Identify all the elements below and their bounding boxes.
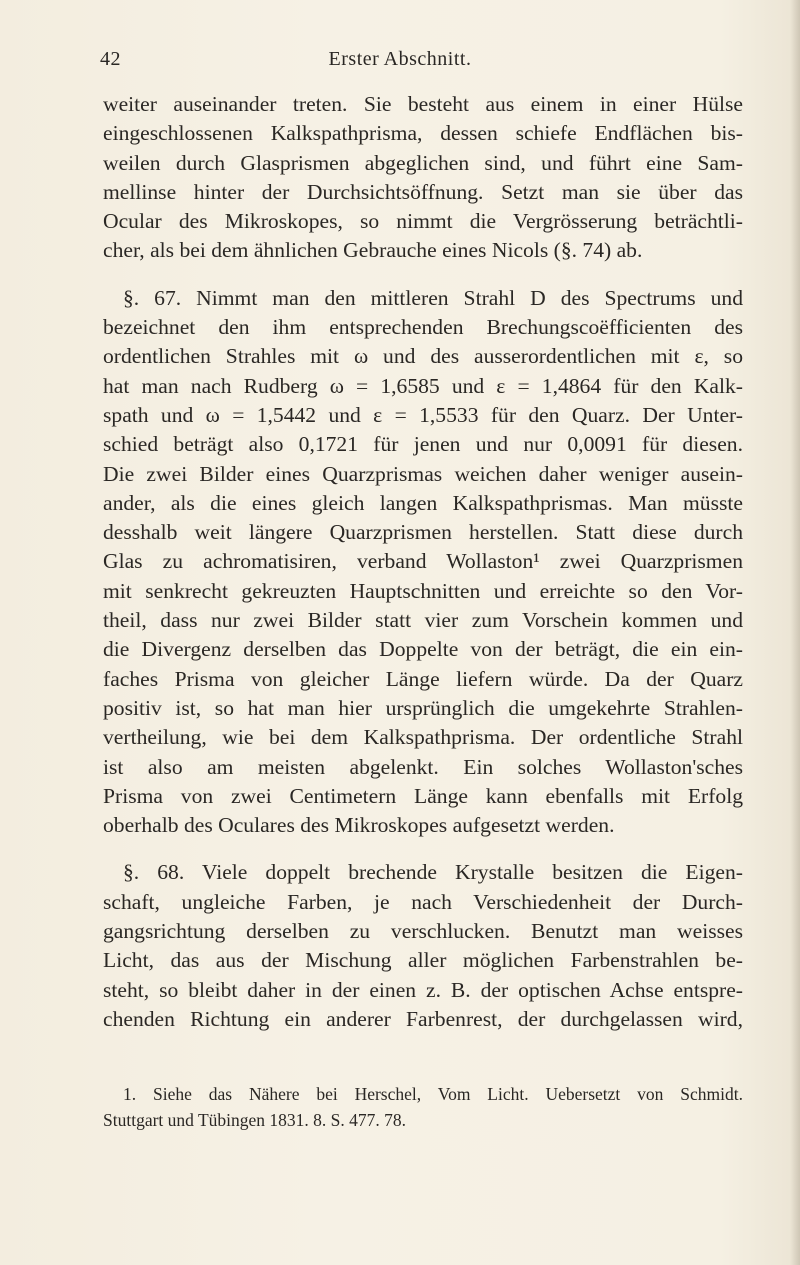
text-line: spath und ω = 1,5442 und ε = 1,5533 für den Quarz. Der Unter- xyxy=(103,402,743,427)
text-line: faches Prisma von gleicher Länge liefern würde. Da der Quarz xyxy=(103,666,743,691)
text-line: bezeichnet den ihm entsprechenden Brechungscoëfficienten des xyxy=(103,315,743,340)
text-line: die Divergenz derselben das Doppelte von der beträgt, die ein ein- xyxy=(103,637,743,662)
text-line: ander, als die eines gleich langen Kalkspathprismas. Man müsste xyxy=(103,490,743,515)
text-line: Glas zu achromatisiren, verband Wollaston¹ zwei Quarzprismen xyxy=(103,549,743,574)
page-header xyxy=(0,48,800,84)
footnote-1: 1. Siehe das Nähere bei Herschel, Vom Licht. Uebersetzt von Schmidt. xyxy=(123,1084,743,1104)
text-line: gangsrichtung derselben zu verschlucken. Benutzt man weisses xyxy=(103,919,743,944)
text-line: Prisma von zwei Centimetern Länge kann ebenfalls mit Erfolg xyxy=(103,783,743,808)
footnote-1-continued: Stuttgart und Tübingen 1831. 8. S. 477. 78. xyxy=(103,1110,407,1130)
section-68-start: §. 68. Viele doppelt brechende Krystalle besitzen die Eigen- xyxy=(123,860,743,885)
page-number: 42 xyxy=(100,48,121,70)
text-line: positiv ist, so hat man hier ursprünglich die umgekehrte Strahlen- xyxy=(103,695,743,720)
page-edge-shadow xyxy=(790,0,800,1265)
text-line: ordentlichen Strahles mit ω und des ausserordentlichen mit ε, so xyxy=(103,344,743,369)
text-line: weilen durch Glasprismen abgeglichen sind, und führt eine Sam- xyxy=(103,150,743,175)
text-line: Licht, das aus der Mischung aller möglichen Farbenstrahlen be- xyxy=(103,948,743,973)
text-line: hat man nach Rudberg ω = 1,6585 und ε = 1,4864 für den Kalk- xyxy=(103,373,743,398)
text-line: theil, dass nur zwei Bilder statt vier zum Vorschein kommen und xyxy=(103,608,743,633)
footnotes xyxy=(103,1081,743,1133)
body-text xyxy=(103,90,743,1034)
text-line: oberhalb des Oculares des Mikroskopes aufgesetzt werden. xyxy=(103,813,615,838)
text-line: eingeschlossenen Kalkspathprisma, dessen schiefe Endflächen bis- xyxy=(103,121,743,146)
text-line: schied beträgt also 0,1721 für jenen und nur 0,0091 für diesen. xyxy=(103,432,743,457)
text-line: Die zwei Bilder eines Quarzprismas weichen daher weniger ausein- xyxy=(103,461,743,486)
text-line: mellinse hinter der Durchsichtsöffnung. Setzt man sie über das xyxy=(103,179,743,204)
text-line: cher, als bei dem ähnlichen Gebrauche eines Nicols (§. 74) ab. xyxy=(103,238,643,263)
text-line: weiter auseinander treten. Sie besteht aus einem in einer Hülse xyxy=(103,92,743,116)
text-line: ist also am meisten abgelenkt. Ein solches Wollaston'sches xyxy=(103,754,743,779)
text-line: vertheilung, wie bei dem Kalkspathprisma. Der ordentliche Strahl xyxy=(103,725,743,750)
section-67-start: §. 67. Nimmt man den mittleren Strahl D des Spectrums und xyxy=(123,285,743,310)
text-line: steht, so bleibt daher in der einen z. B. der optischen Achse entspre- xyxy=(103,977,743,1002)
text-line: desshalb weit längere Quarzprismen herstellen. Statt diese durch xyxy=(103,520,743,545)
text-line: schaft, ungleiche Farben, je nach Verschiedenheit der Durch- xyxy=(103,889,743,914)
text-line: chenden Richtung ein anderer Farbenrest, der durchgelassen wird, xyxy=(103,1006,743,1031)
text-line: Ocular des Mikroskopes, so nimmt die Vergrösserung beträchtli- xyxy=(103,209,743,234)
text-line: mit senkrecht gekreuzten Hauptschnitten und erreichte so den Vor- xyxy=(103,578,743,603)
running-head: Erster Abschnitt. xyxy=(328,48,472,70)
